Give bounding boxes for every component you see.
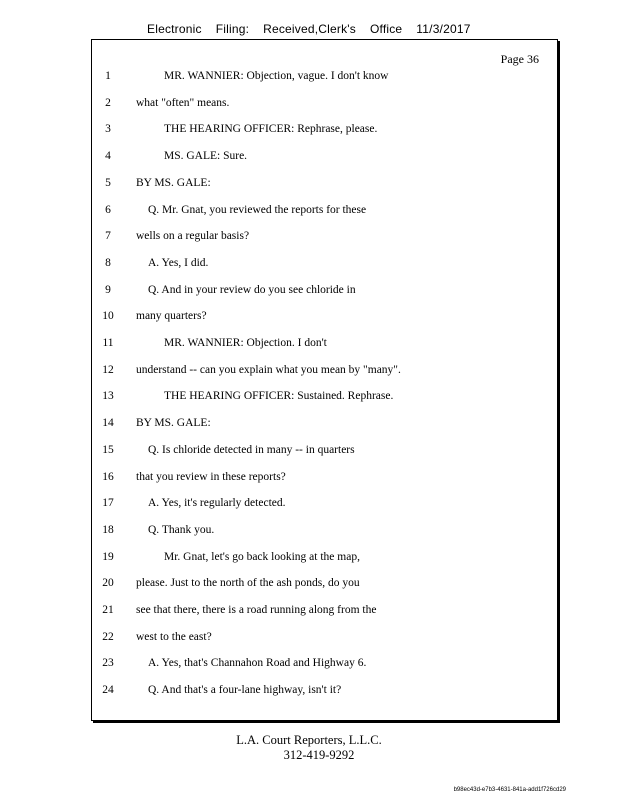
line-number: 21 — [102, 604, 114, 616]
line-number: 6 — [105, 203, 111, 216]
transcript-line — [92, 417, 557, 437]
transcript-line — [92, 284, 557, 304]
line-number: 5 — [105, 176, 111, 189]
header-part: Office — [369, 22, 403, 36]
header-part: 11/3/2017 — [416, 22, 471, 36]
line-number: 14 — [102, 417, 114, 430]
line-number: 9 — [105, 283, 111, 296]
line-number: 7 — [105, 230, 111, 243]
line-text: that you review in these reports? — [136, 470, 286, 483]
line-text: MR. WANNIER: Objection, vague. I don't know — [164, 70, 389, 82]
line-text: what "often" means. — [136, 96, 230, 109]
line-number: 22 — [102, 630, 114, 643]
header-part: Received,Clerk's — [263, 22, 356, 36]
transcript-line — [92, 230, 557, 250]
line-text: THE HEARING OFFICER: Rephrase, please. — [164, 123, 378, 136]
transcript-line — [92, 204, 557, 224]
line-text: MR. WANNIER: Objection. I don't — [164, 337, 327, 349]
transcript-line — [92, 390, 557, 410]
transcript-line — [92, 577, 557, 597]
line-number: 23 — [102, 657, 114, 670]
document-id: b98ec43d-e7b3-4631-841a-add1f726cd29 — [453, 787, 566, 793]
line-number: 11 — [102, 337, 114, 349]
transcript-line — [92, 337, 557, 357]
header-part: Electronic — [147, 22, 202, 36]
line-text: A. Yes, I did. — [148, 256, 209, 269]
line-number: 20 — [102, 577, 114, 590]
transcript-line — [92, 444, 557, 464]
line-number: 19 — [102, 550, 114, 563]
line-number: 2 — [105, 96, 111, 109]
line-number: 17 — [102, 497, 114, 510]
line-text: BY MS. GALE: — [136, 417, 211, 430]
line-text: west to the east? — [136, 630, 212, 643]
page-number: Page 36 — [500, 52, 539, 66]
footer — [0, 733, 618, 763]
transcript-line — [92, 177, 557, 197]
transcript-line — [92, 551, 557, 571]
line-text: BY MS. GALE: — [136, 176, 211, 189]
line-text: MS. GALE: Sure. — [164, 150, 248, 163]
transcript-line — [92, 524, 557, 544]
line-text: Q. And that's a four-lane highway, isn't it? — [148, 684, 342, 697]
line-text: please. Just to the north of the ash ponds, do you — [136, 577, 360, 590]
line-number: 4 — [105, 150, 111, 163]
transcript-line — [92, 257, 557, 277]
transcript-page — [91, 39, 558, 721]
line-number: 3 — [105, 123, 111, 136]
line-number: 24 — [102, 684, 114, 697]
line-text: THE HEARING OFFICER: Sustained. Rephrase. — [164, 390, 394, 403]
line-text: Q. Is chloride detected in many -- in quarters — [148, 443, 355, 456]
transcript-line — [92, 497, 557, 517]
transcript-line — [92, 631, 557, 651]
line-text: wells on a regular basis? — [136, 230, 250, 243]
transcript-line — [92, 657, 557, 677]
line-text: see that there, there is a road running along from the — [136, 604, 377, 616]
line-number: 10 — [102, 310, 114, 323]
line-text: Q. Mr. Gnat, you reviewed the reports for these — [148, 203, 367, 216]
line-text: A. Yes, it's regularly detected. — [148, 497, 286, 510]
header-part: Filing: — [215, 22, 250, 36]
court-reporter-phone: 312-419-9292 — [283, 748, 355, 762]
transcript-line — [92, 471, 557, 491]
line-text: understand -- can you explain what you mean by "many". — [136, 363, 401, 376]
line-text: Mr. Gnat, let's go back looking at the map, — [164, 550, 360, 563]
transcript-line — [92, 70, 557, 90]
line-number: 12 — [102, 363, 114, 376]
line-number: 16 — [102, 470, 114, 483]
transcript-line — [92, 150, 557, 170]
line-number: 13 — [102, 390, 114, 403]
transcript-line — [92, 684, 557, 704]
line-number: 1 — [105, 70, 111, 82]
transcript-line — [92, 364, 557, 384]
transcript-line — [92, 310, 557, 330]
line-text: Q. Thank you. — [148, 523, 215, 536]
transcript-line — [92, 123, 557, 143]
transcript-line — [92, 604, 557, 624]
line-number: 8 — [105, 256, 111, 269]
line-text: Q. And in your review do you see chloride in — [148, 283, 356, 296]
filing-stamp-header — [147, 22, 485, 36]
line-number: 18 — [102, 523, 114, 536]
line-number: 15 — [102, 443, 114, 456]
line-text: A. Yes, that's Channahon Road and Highway 6. — [148, 657, 367, 670]
line-text: many quarters? — [136, 310, 207, 323]
transcript-line — [92, 97, 557, 117]
court-reporter-name: L.A. Court Reporters, L.L.C. — [236, 733, 382, 747]
